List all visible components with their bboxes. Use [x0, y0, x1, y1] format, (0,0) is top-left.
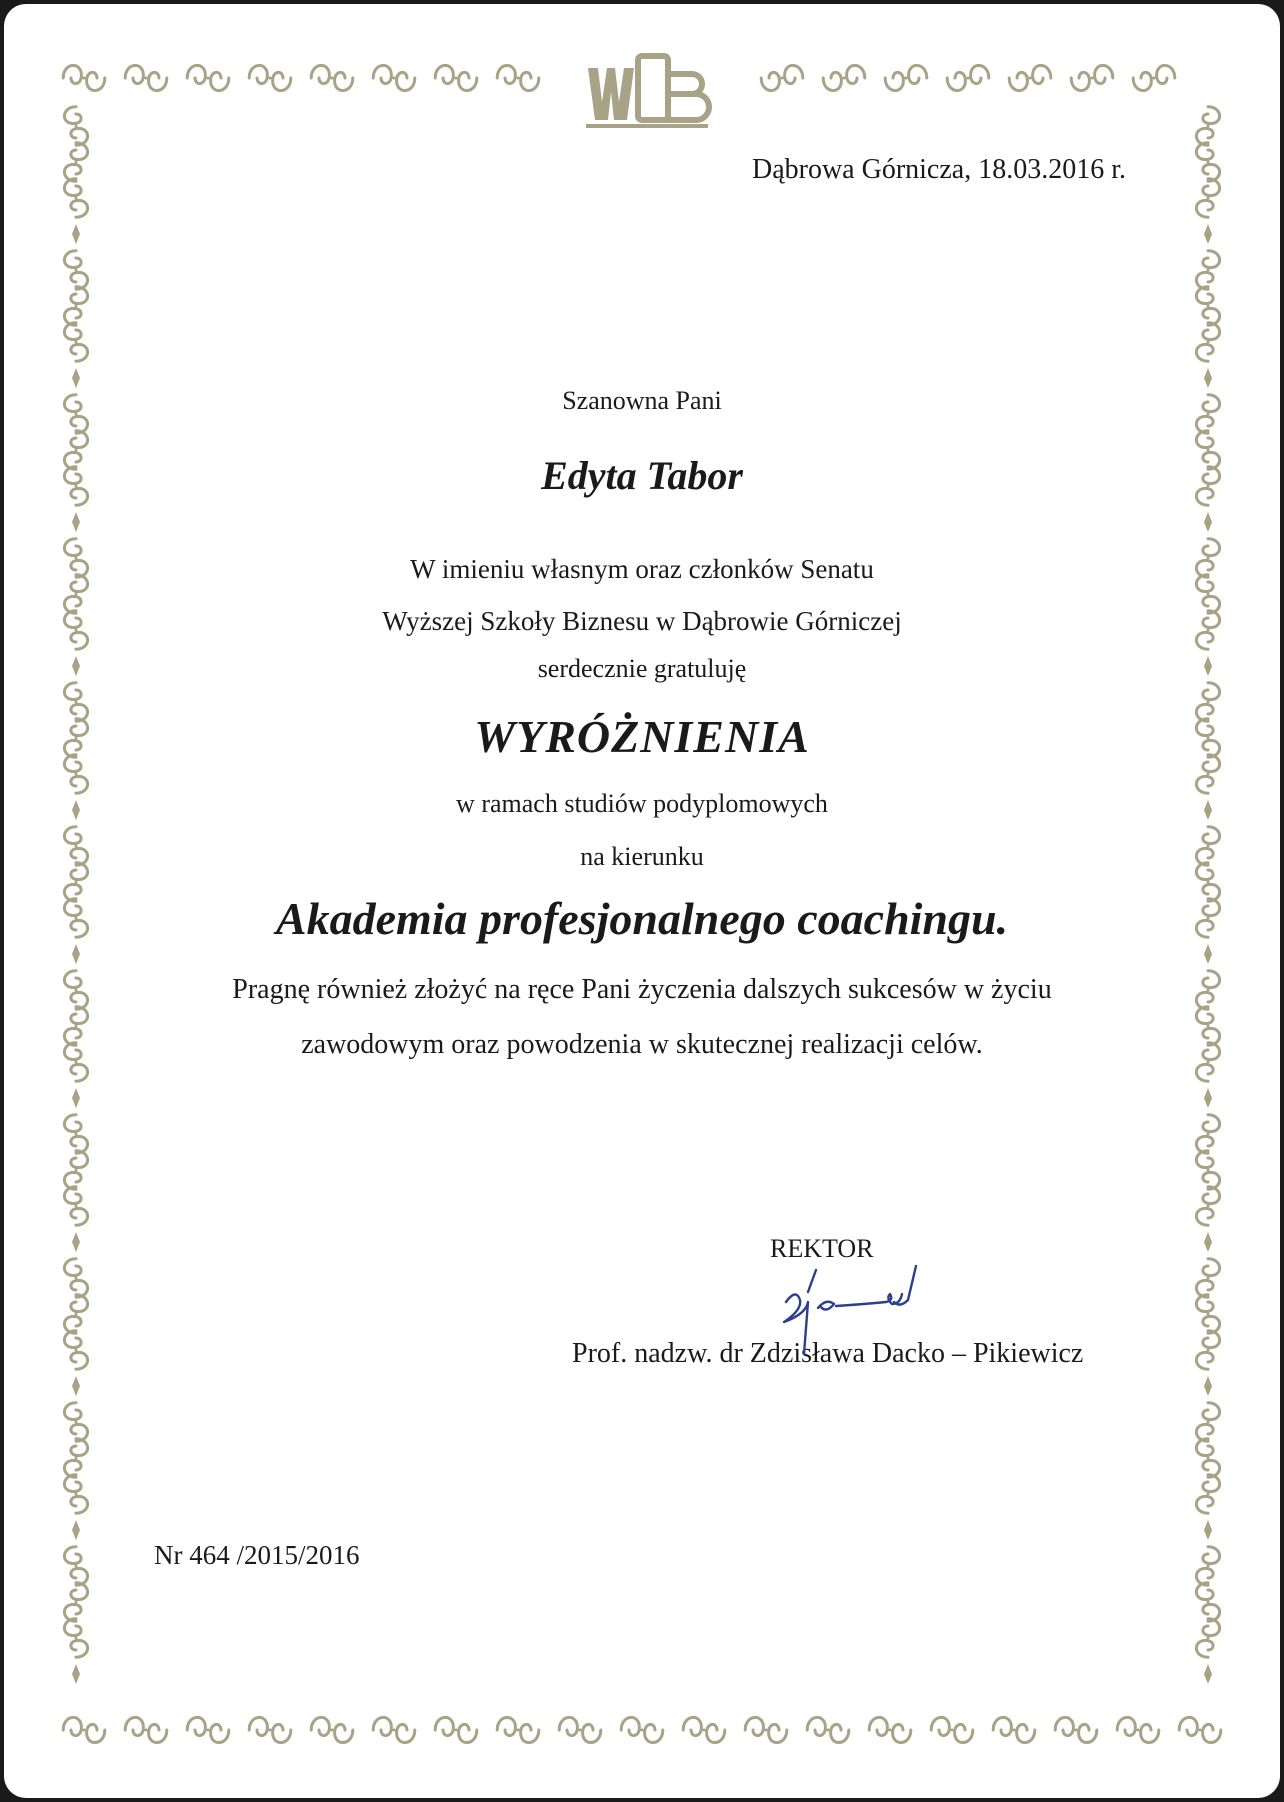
- border-ornament: [75, 1349, 78, 1352]
- border-ornament: [843, 77, 846, 80]
- signer-name: Prof. nadzw. dr Zdzisława Dacko – Pikiewicz: [572, 1338, 1084, 1369]
- border-ornament: [1207, 125, 1210, 128]
- border-ornament: [75, 1277, 78, 1280]
- border-ornament: [1137, 1729, 1140, 1732]
- handwritten-signature: [774, 1262, 974, 1362]
- body-line-1: W imieniu własnym oraz członków Senatu: [410, 554, 874, 584]
- border-ornament: [1204, 1664, 1212, 1684]
- border-ornament: [1207, 161, 1210, 164]
- award-title: WYRÓŻNIENIA: [474, 711, 810, 762]
- border-ornament: [1207, 1601, 1210, 1604]
- border-ornament: [1207, 341, 1210, 344]
- body-line-5: na kierunku: [580, 842, 704, 871]
- border-ornament: [83, 77, 86, 80]
- border-ornament: [1207, 1421, 1210, 1424]
- border-ornament: [75, 1025, 78, 1028]
- rektor-title: REKTOR: [770, 1234, 874, 1263]
- border-ornament: [75, 1601, 78, 1604]
- border-ornament: [75, 701, 78, 704]
- wish-line-2: zawodowym oraz powodzenia w skutecznej realizacji celów.: [301, 1029, 983, 1060]
- border-ornament: [1207, 1313, 1210, 1316]
- border-ornament: [1207, 701, 1210, 704]
- border-ornament: [781, 77, 784, 80]
- border-ornament: [1199, 1729, 1202, 1732]
- body-line-4: w ramach studiów podyplomowych: [456, 789, 828, 818]
- border-ornament: [207, 77, 210, 80]
- border-ornament: [75, 269, 78, 272]
- border-ornament: [72, 1520, 80, 1540]
- border-ornament: [75, 197, 78, 200]
- border-ornament: [1207, 1133, 1210, 1136]
- border-ornament: [1207, 1169, 1210, 1172]
- border-ornament: [75, 1205, 78, 1208]
- border-ornament: [75, 125, 78, 128]
- border-ornament: [951, 1729, 954, 1732]
- border-ornament: [1207, 1565, 1210, 1568]
- border-ornament: [75, 161, 78, 164]
- border-ornament: [1207, 881, 1210, 884]
- certificate-number: Nr 464 /2015/2016: [154, 1540, 360, 1570]
- border-ornament: [1091, 77, 1094, 80]
- border-ornament: [75, 1457, 78, 1460]
- border-ornament: [72, 1232, 80, 1252]
- border-ornament: [579, 1729, 582, 1732]
- border-ornament: [145, 1729, 148, 1732]
- border-ornament: [1207, 1457, 1210, 1460]
- certificate-page: [4, 4, 1280, 1798]
- border-ornament: [1204, 1088, 1212, 1108]
- border-ornament: [269, 77, 272, 80]
- border-ornament: [641, 1729, 644, 1732]
- border-ornament: [1204, 1376, 1212, 1396]
- border-ornament: [331, 77, 334, 80]
- border-ornament: [75, 341, 78, 344]
- border-ornament: [75, 1133, 78, 1136]
- border-ornament: [72, 1664, 80, 1684]
- border-ornament: [145, 77, 148, 80]
- body-line-3: serdecznie gratuluję: [537, 654, 747, 683]
- recipient-name: Edyta Tabor: [541, 453, 743, 498]
- border-ornament: [75, 881, 78, 884]
- border-ornament: [72, 512, 80, 532]
- course-name: Akademia profesjonalnego coachingu.: [275, 893, 1009, 944]
- wsb-logo: [582, 50, 712, 130]
- border-ornament: [75, 1637, 78, 1640]
- border-ornament: [1204, 368, 1212, 388]
- border-ornament: [1207, 1277, 1210, 1280]
- border-ornament: [1207, 305, 1210, 308]
- border-ornament: [393, 1729, 396, 1732]
- border-ornament: [1204, 512, 1212, 532]
- border-ornament: [1204, 944, 1212, 964]
- border-ornament: [1207, 269, 1210, 272]
- border-ornament: [1153, 77, 1156, 80]
- border-ornament: [1207, 773, 1210, 776]
- border-ornament: [72, 224, 80, 244]
- border-ornament: [83, 1729, 86, 1732]
- border-ornament: [1207, 593, 1210, 596]
- border-ornament: [207, 1729, 210, 1732]
- border-ornament: [1075, 1729, 1078, 1732]
- border-ornament: [1204, 1232, 1212, 1252]
- border-ornament: [1207, 197, 1210, 200]
- border-ornament: [75, 593, 78, 596]
- border-ornament: [517, 77, 520, 80]
- border-ornament: [967, 77, 970, 80]
- date-line: Dąbrowa Górnicza, 18.03.2016 r.: [751, 154, 1126, 185]
- border-ornament: [75, 1565, 78, 1568]
- border-ornament: [889, 1729, 892, 1732]
- border-ornament: [1207, 1205, 1210, 1208]
- border-ornament: [75, 1421, 78, 1424]
- border-ornament: [75, 1313, 78, 1316]
- border-ornament: [1013, 1729, 1016, 1732]
- border-ornament: [72, 1376, 80, 1396]
- border-ornament: [455, 77, 458, 80]
- salutation: Szanowna Pani: [562, 386, 722, 415]
- border-ornament: [517, 1729, 520, 1732]
- border-ornament: [1204, 1520, 1212, 1540]
- border-ornament: [72, 368, 80, 388]
- border-ornament: [75, 1169, 78, 1172]
- border-ornament: [905, 77, 908, 80]
- border-ornament: [75, 773, 78, 776]
- border-ornament: [455, 1729, 458, 1732]
- border-ornament: [1207, 1349, 1210, 1352]
- border-ornament: [331, 1729, 334, 1732]
- border-ornament: [393, 77, 396, 80]
- border-ornament: [1029, 77, 1032, 80]
- border-ornament: [75, 305, 78, 308]
- border-ornament: [72, 944, 80, 964]
- body-line-2: Wyższej Szkoły Biznesu w Dąbrowie Górniczej: [382, 606, 902, 636]
- border-ornament: [75, 1493, 78, 1496]
- border-ornament: [269, 1729, 272, 1732]
- border-ornament: [1204, 224, 1212, 244]
- border-ornament: [827, 1729, 830, 1732]
- border-ornament: [765, 1729, 768, 1732]
- border-ornament: [1207, 1025, 1210, 1028]
- border-ornament: [1207, 1637, 1210, 1640]
- border-ornament: [703, 1729, 706, 1732]
- border-ornament: [1207, 1493, 1210, 1496]
- wish-line-1: Pragnę również złożyć na ręce Pani życzenia dalszych sukcesów w życiu: [232, 974, 1052, 1005]
- border-ornament: [72, 1088, 80, 1108]
